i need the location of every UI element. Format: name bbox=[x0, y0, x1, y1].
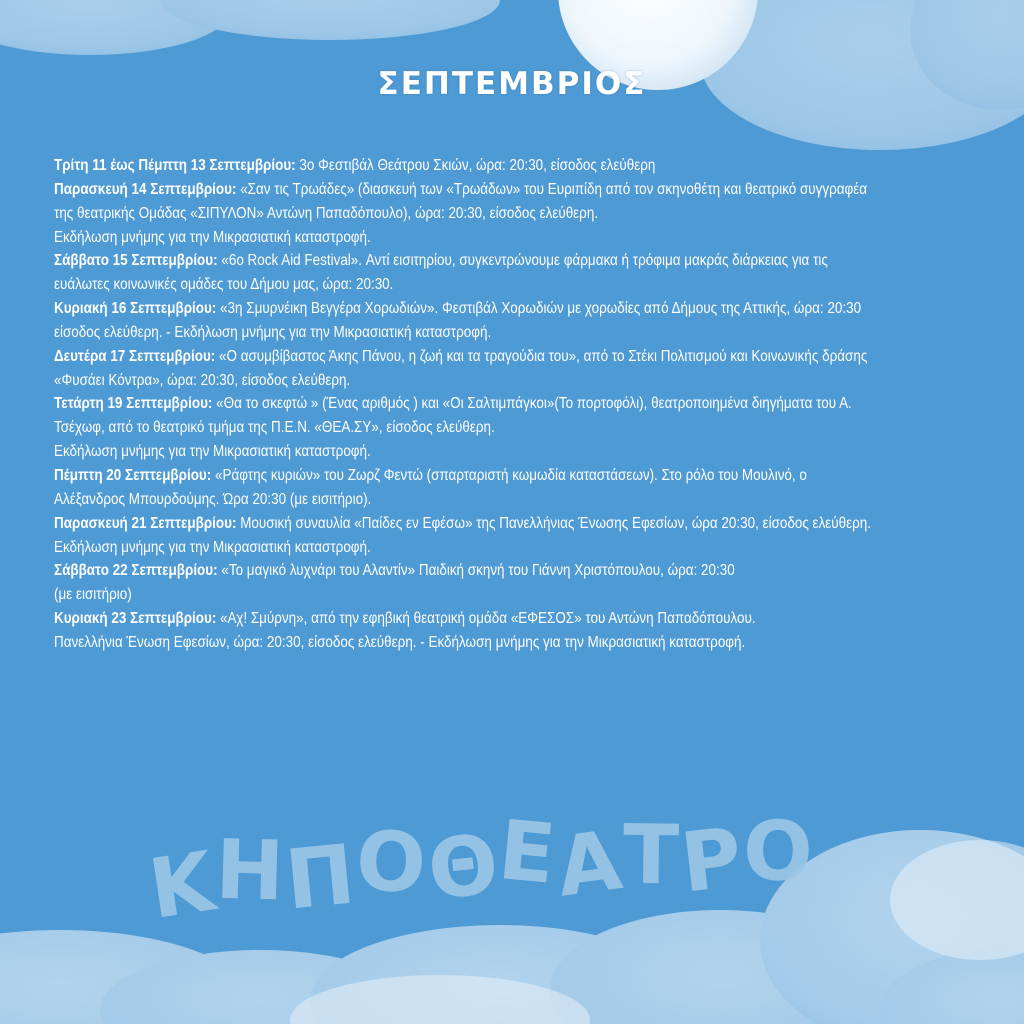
event-note: (με εισιτήριο) bbox=[54, 586, 132, 604]
event-date: Παρασκευή 14 Σεπτεμβρίου: bbox=[54, 180, 237, 198]
event-description: «Το μαγικό λυχνάρι του Αλαντίν» Παιδική σκηνή του Γιάννη Χριστόπουλου, ώρα: 20:30 bbox=[221, 562, 735, 580]
event-item bbox=[54, 512, 872, 560]
event-date: Πέμπτη 20 Σεπτεμβρίου: bbox=[54, 466, 212, 484]
event-date: Δευτέρα 17 Σεπτεμβρίου: bbox=[54, 347, 216, 365]
page-title: ΣΕΠΤΕΜΒΡΙΟΣ bbox=[377, 66, 647, 102]
event-description: Μουσική συναυλία «Παίδες εν Εφέσω» της Πανελλήνιας Ένωσης Εφεσίων, ώρα 20:30, είσοδος ελεύθερη. Εκδήλωση μνήμης για την Μικρασιατική καταστροφή. bbox=[54, 514, 872, 556]
event-description: «Σαν τις Τρωάδες» (διασκευή των «Τρωάδων» του Ευριπίδη από τον σκηνοθέτη και θεατρικό συγγραφέα της θεατρικής Ομάδας «ΣΙΠΥΛΟΝ» Αντώνη Παπαδόπουλο), ώρα: 20:30, είσοδος ελεύθερη. bbox=[54, 180, 868, 222]
event-note: Εκδήλωση μνήμης για την Μικρασιατική καταστροφή. bbox=[54, 228, 371, 246]
event-item bbox=[54, 559, 872, 607]
event-item bbox=[54, 464, 872, 512]
event-description: «6ο Rock Aid Festival». Αντί εισιτηρίου, συγκεντρώνουμε φάρμακα ή τρόφιμα μακράς διάρκειας για τις ευάλωτες κοινωνικές ομάδες του Δήμου μας, ώρα: 20:30. bbox=[54, 252, 828, 294]
event-date: Τετάρτη 19 Σεπτεμβρίου: bbox=[54, 395, 213, 413]
event-description: «Ράφτης κυριών» του Ζωρζ Φεντώ (σπαρταριστή κωμωδία καταστάσεων). Στο ρόλο του Μουλινό, ο Αλέξανδρος Μπουρδούμης. Ώρα 20:30 (με εισιτήριο). bbox=[54, 466, 807, 508]
event-item bbox=[54, 249, 872, 297]
kipotheatro-logo: ΚΗΠΟΘΕΑΤΡΟ bbox=[143, 802, 816, 938]
event-date: Σάββατο 22 Σεπτεμβρίου: bbox=[54, 562, 218, 580]
event-list bbox=[54, 154, 872, 655]
event-description: 3ο Φεστιβάλ Θεάτρου Σκιών, ώρα: 20:30, είσοδος ελεύθερη bbox=[299, 157, 656, 174]
event-date: Τρίτη 11 έως Πέμπτη 13 Σεπτεμβρίου: bbox=[54, 157, 296, 174]
event-description: «Αχ! Σμύρνη», από την εφηβική θεατρική ομάδα «ΕΦΕΣΟΣ» του Αντώνη Παπαδόπουλου. bbox=[220, 610, 756, 628]
event-date: Σάββατο 15 Σεπτεμβρίου: bbox=[54, 252, 218, 270]
event-item bbox=[54, 297, 872, 345]
event-item bbox=[54, 345, 872, 393]
event-item bbox=[54, 154, 872, 178]
event-date: Παρασκευή 21 Σεπτεμβρίου: bbox=[54, 514, 237, 532]
event-description: «3η Σμυρνέικη Βεγγέρα Χορωδιών». Φεστιβάλ Χορωδιών με χορωδίες από Δήμους της Αττικής, ώρα: 20:30 είσοδος ελεύθερη. - Εκδήλωση μνήμης για την Μικρασιατική καταστροφή. bbox=[54, 300, 862, 341]
event-item bbox=[54, 392, 872, 464]
event-item bbox=[54, 178, 872, 250]
event-description: «Θα το σκεφτώ » (Ένας αριθμός ) και «Οι Σαλτιμπάγκοι»(Το πορτοφόλι), θεατροποιημένα διηγήματα του Α. Τσέχωφ, από το θεατρικό τμήμα της Π.Ε.Ν. «ΘΕΑ.ΣΥ», είσοδος ελεύθερη. bbox=[54, 395, 852, 437]
event-note: Εκδήλωση μνήμης για την Μικρασιατική καταστροφή. bbox=[54, 443, 371, 461]
event-note: Πανελλήνια Ένωση Εφεσίων, ώρα: 20:30, είσοδος ελεύθερη. - Εκδήλωση μνήμης για την Μικρασιατική καταστροφή. bbox=[54, 633, 746, 651]
event-date: Κυριακή 23 Σεπτεμβρίου: bbox=[54, 610, 217, 628]
event-item bbox=[54, 607, 872, 655]
event-date: Κυριακή 16 Σεπτεμβρίου: bbox=[54, 300, 217, 318]
event-description: «Ο ασυμβίβαστος Άκης Πάνου, η ζωή και τα τραγούδια του», από το Στέκι Πολιτισμού και Κοινωνικής δράσης «Φυσάει Κόντρα», ώρα: 20:30, είσοδος ελεύθερη. bbox=[54, 347, 868, 389]
